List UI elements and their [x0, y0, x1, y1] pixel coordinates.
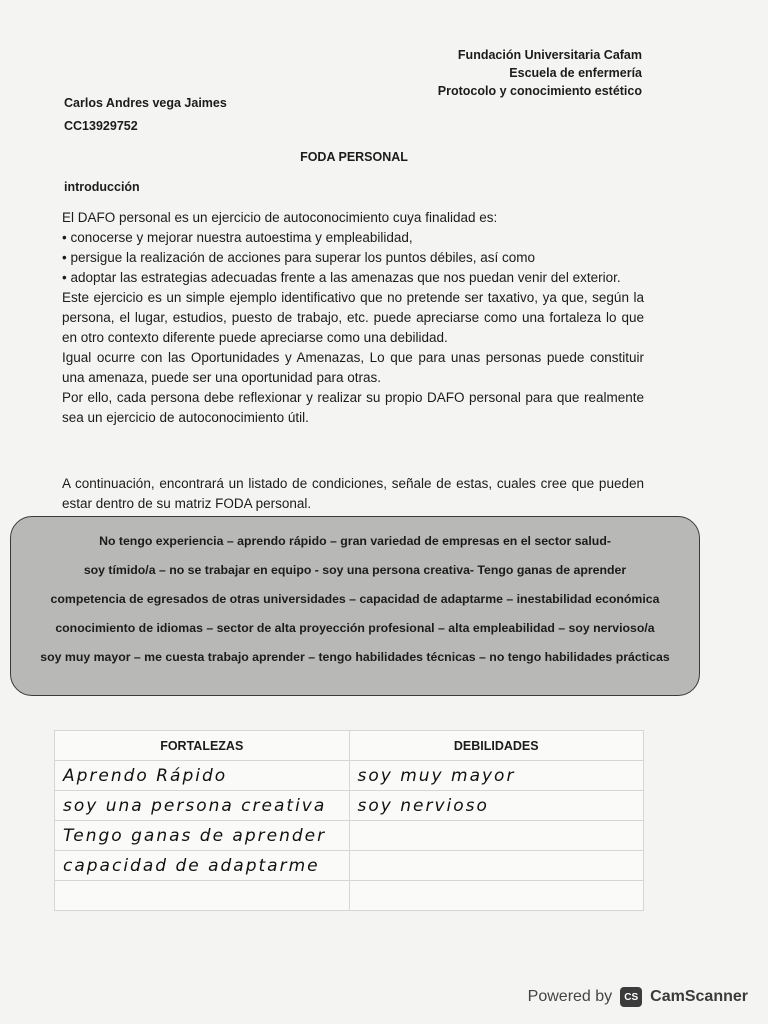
fortaleza-cell: soy una persona creativa [55, 791, 350, 821]
intro-body [62, 208, 644, 428]
student-id: CC13929752 [64, 119, 138, 133]
table-row [55, 791, 644, 821]
intro-lead: El DAFO personal es un ejercicio de autoconocimiento cuya finalidad es: [62, 210, 498, 225]
document-title: FODA PERSONAL [300, 150, 408, 164]
table-header-row [55, 731, 644, 761]
condition-line: competencia de egresados de otras universidades – capacidad de adaptarme – inestabilidad económica [50, 592, 660, 606]
debilidad-cell: soy nervioso [349, 791, 644, 821]
school-name: Escuela de enfermería [509, 66, 642, 80]
debilidad-cell [349, 881, 644, 911]
camscanner-logo-icon: CS [620, 987, 642, 1007]
table-row [55, 761, 644, 791]
condition-line: conocimiento de idiomas – sector de alta proyección profesional – alta empleabilidad – soy nervioso/a [55, 621, 655, 635]
student-name: Carlos Andres vega Jaimes [64, 96, 227, 110]
table-row [55, 881, 644, 911]
camscanner-brand: CamScanner [650, 988, 748, 1005]
header-debilidades: DEBILIDADES [349, 731, 644, 761]
foda-table [54, 730, 644, 911]
header-fortalezas: FORTALEZAS [55, 731, 350, 761]
debilidad-cell [349, 821, 644, 851]
fortaleza-cell: Tengo ganas de aprender [55, 821, 350, 851]
institution-header [438, 46, 642, 100]
intro-paragraph: Por ello, cada persona debe reflexionar y realizar su propio DAFO personal para que realmente sea un ejercicio de autoconocimiento útil. [62, 390, 644, 425]
powered-by-text: Powered by [527, 988, 613, 1005]
institution-name: Fundación Universitaria Cafam [457, 48, 642, 62]
instruction-text: A continuación, encontrará un listado de condiciones, señale de estas, cuales cree que pueden estar dentro de su matriz FODA personal. [62, 476, 644, 511]
course-name: Protocolo y conocimiento estético [437, 84, 642, 98]
table-row [55, 821, 644, 851]
condition-line: soy tímido/a – no se trabajar en equipo - soy una persona creativa- Tengo ganas de aprender [83, 563, 627, 577]
intro-bullet: • conocerse y mejorar nuestra autoestima y empleabilidad, [62, 228, 644, 248]
condition-line: No tengo experiencia – aprendo rápido – gran variedad de empresas en el sector salud- [99, 534, 611, 548]
debilidad-cell [349, 851, 644, 881]
condition-line: soy muy mayor – me cuesta trabajo aprender – tengo habilidades técnicas – no tengo habilidades prácticas [40, 650, 670, 664]
camscanner-watermark [528, 982, 748, 1012]
fortaleza-cell: Aprendo Rápido [55, 761, 350, 791]
intro-bullet: • adoptar las estrategias adecuadas frente a las amenazas que nos puedan venir del exterior. [62, 268, 644, 288]
intro-heading: introducción [64, 180, 140, 194]
conditions-box [10, 516, 700, 696]
fortaleza-cell: capacidad de adaptarme [55, 851, 350, 881]
student-info [64, 96, 227, 142]
fortaleza-cell [55, 881, 350, 911]
intro-paragraph: Este ejercicio es un simple ejemplo identificativo que no pretende ser taxativo, ya que, según la persona, el lugar, estudios, puesto de trabajo, etc. puede apreciarse como una fortaleza lo que en otro contexto diferente puede apreciarse como una debilidad. [62, 290, 644, 345]
intro-paragraph: Igual ocurre con las Oportunidades y Amenazas, Lo que para unas personas puede constituir una amenaza, puede ser una oportunidad para otras. [62, 350, 644, 385]
intro-bullet: • persigue la realización de acciones para superar los puntos débiles, así como [62, 248, 644, 268]
table-row [55, 851, 644, 881]
debilidad-cell: soy muy mayor [349, 761, 644, 791]
